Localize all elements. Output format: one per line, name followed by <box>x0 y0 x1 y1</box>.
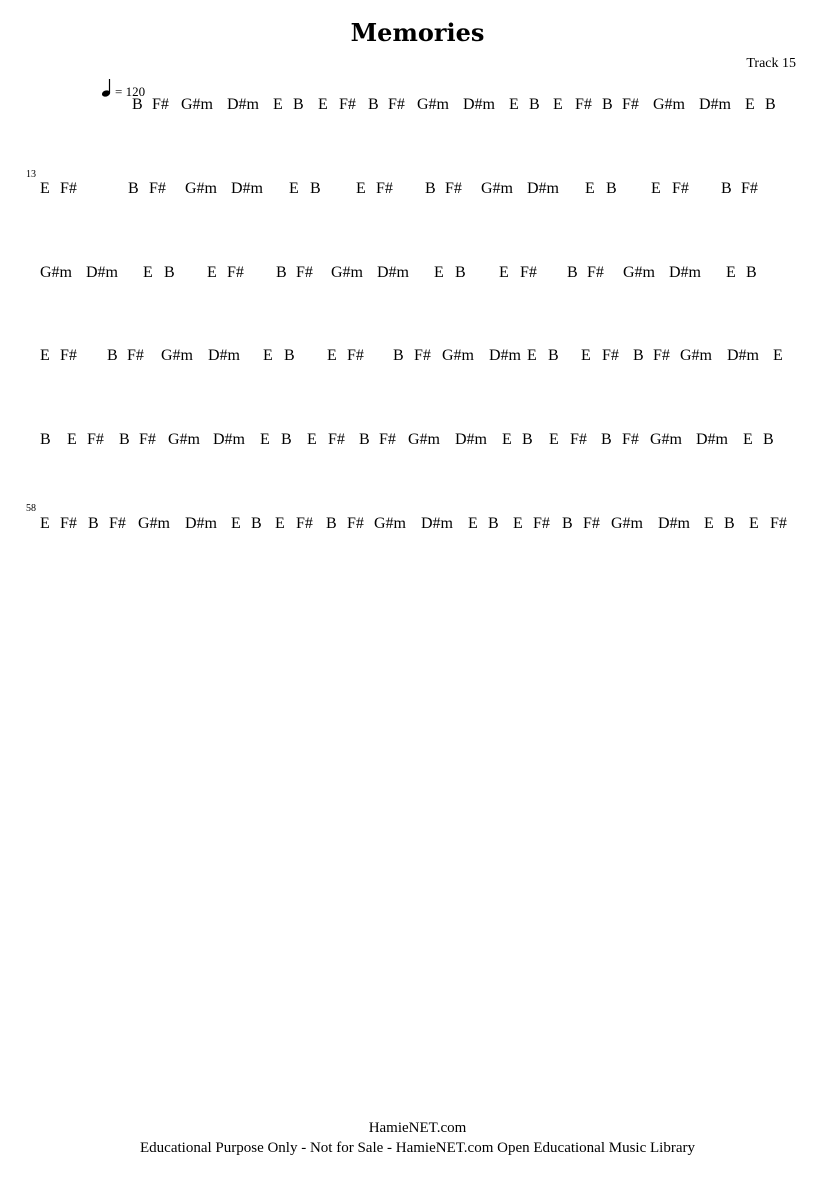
chord-symbol: F# <box>587 264 604 281</box>
chord-symbol: F# <box>139 431 156 448</box>
chord-symbol: F# <box>152 96 169 113</box>
chord-symbol: E <box>289 180 299 197</box>
chord-symbol: B <box>548 347 559 364</box>
tempo-label: = 120 <box>115 84 146 99</box>
chord-symbol: F# <box>87 431 104 448</box>
chord-symbol: G#m <box>417 96 449 113</box>
chord-symbol: F# <box>672 180 689 197</box>
chord-symbol: F# <box>296 264 313 281</box>
chord-symbol: F# <box>227 264 244 281</box>
chord-symbol: E <box>273 96 283 113</box>
chord-symbol: D#m <box>377 264 409 281</box>
chord-symbol: D#m <box>231 180 263 197</box>
chord-symbol: E <box>275 515 285 532</box>
measure-number: 13 <box>26 169 36 180</box>
chord-symbol: B <box>425 180 436 197</box>
chord-symbol: D#m <box>208 347 240 364</box>
chord-symbol: F# <box>376 180 393 197</box>
chord-symbol: E <box>509 96 519 113</box>
chord-symbol: F# <box>414 347 431 364</box>
chord-symbol: F# <box>347 347 364 364</box>
chord-symbol: B <box>529 96 540 113</box>
chord-symbol: E <box>260 431 270 448</box>
chord-symbol: E <box>726 264 736 281</box>
chord-symbol: F# <box>622 431 639 448</box>
chord-symbol: F# <box>60 347 77 364</box>
chord-symbol: E <box>67 431 77 448</box>
chord-symbol: F# <box>575 96 592 113</box>
chord-symbol: E <box>263 347 273 364</box>
chord-symbol: B <box>132 96 143 113</box>
chord-symbol: E <box>745 96 755 113</box>
chord-symbol: F# <box>149 180 166 197</box>
chord-symbol: B <box>746 264 757 281</box>
chord-symbol: B <box>128 180 139 197</box>
chord-symbol: E <box>553 96 563 113</box>
chord-symbol: D#m <box>658 515 690 532</box>
chord-symbol: B <box>602 96 613 113</box>
chord-symbol: E <box>502 431 512 448</box>
chord-symbol: F# <box>127 347 144 364</box>
chord-symbol: F# <box>520 264 537 281</box>
chord-symbol: E <box>527 347 537 364</box>
chord-symbol: D#m <box>185 515 217 532</box>
chord-symbol: B <box>522 431 533 448</box>
chord-symbol: G#m <box>623 264 655 281</box>
chord-symbol: E <box>318 96 328 113</box>
chord-symbol: E <box>749 515 759 532</box>
chord-symbol: E <box>434 264 444 281</box>
footer-site: HamieNET.com <box>368 1120 467 1136</box>
chord-symbol: E <box>327 347 337 364</box>
chord-symbol: F# <box>770 515 787 532</box>
chord-symbol: E <box>231 515 241 532</box>
chord-symbol: E <box>40 347 50 364</box>
chord-symbol: B <box>281 431 292 448</box>
chord-symbol: E <box>581 347 591 364</box>
chord-symbol: B <box>393 347 404 364</box>
chord-symbol: F# <box>109 515 126 532</box>
chord-symbol: F# <box>339 96 356 113</box>
chord-symbol: F# <box>60 515 77 532</box>
chord-symbol: B <box>368 96 379 113</box>
chord-symbol: F# <box>622 96 639 113</box>
chord-symbol: F# <box>653 347 670 364</box>
chord-symbol: B <box>251 515 262 532</box>
chord-symbol: D#m <box>696 431 728 448</box>
chord-symbol: B <box>633 347 644 364</box>
chord-symbol: F# <box>533 515 550 532</box>
chord-symbol: E <box>651 180 661 197</box>
chord-symbol: G#m <box>650 431 682 448</box>
chord-symbol: E <box>499 264 509 281</box>
chord-symbol: F# <box>328 431 345 448</box>
chord-symbol: D#m <box>455 431 487 448</box>
quarter-note-icon <box>100 78 114 98</box>
chord-symbol: G#m <box>331 264 363 281</box>
chord-symbol: F# <box>583 515 600 532</box>
chord-symbol: G#m <box>40 264 72 281</box>
chord-symbol: E <box>307 431 317 448</box>
chord-symbol: E <box>513 515 523 532</box>
chord-symbol: D#m <box>699 96 731 113</box>
chord-symbol: E <box>704 515 714 532</box>
chord-symbol: B <box>164 264 175 281</box>
chord-symbol: E <box>207 264 217 281</box>
chord-symbol: E <box>773 347 783 364</box>
chord-symbol: G#m <box>442 347 474 364</box>
chord-symbol: B <box>119 431 130 448</box>
chord-symbol: D#m <box>213 431 245 448</box>
chord-symbol: B <box>293 96 304 113</box>
chord-symbol: F# <box>445 180 462 197</box>
measure-number: 58 <box>26 503 36 514</box>
chord-symbol: B <box>606 180 617 197</box>
chord-symbol: G#m <box>168 431 200 448</box>
chord-symbol: D#m <box>669 264 701 281</box>
chord-symbol: B <box>601 431 612 448</box>
chord-symbol: D#m <box>727 347 759 364</box>
page-title: Memories <box>350 18 485 47</box>
chord-symbol: G#m <box>181 96 213 113</box>
chord-symbol: E <box>40 515 50 532</box>
footer-notice: Educational Purpose Only - Not for Sale - HamieNET.com Open Educational Music Library <box>140 1140 695 1156</box>
chord-symbol: F# <box>379 431 396 448</box>
chord-symbol: B <box>765 96 776 113</box>
chord-symbol: G#m <box>653 96 685 113</box>
chord-symbol: D#m <box>421 515 453 532</box>
chord-symbol: B <box>455 264 466 281</box>
chord-symbol: E <box>585 180 595 197</box>
chord-symbol: F# <box>388 96 405 113</box>
chord-symbol: B <box>721 180 732 197</box>
track-subtitle: Track 15 <box>746 56 796 71</box>
chord-symbol: G#m <box>185 180 217 197</box>
chord-symbol: E <box>743 431 753 448</box>
chord-symbol: B <box>107 347 118 364</box>
chord-symbol: B <box>88 515 99 532</box>
chord-symbol: E <box>356 180 366 197</box>
chord-symbol: B <box>310 180 321 197</box>
chord-symbol: E <box>549 431 559 448</box>
chord-symbol: G#m <box>374 515 406 532</box>
chord-symbol: E <box>143 264 153 281</box>
chord-symbol: D#m <box>527 180 559 197</box>
chord-symbol: B <box>763 431 774 448</box>
chord-symbol: D#m <box>86 264 118 281</box>
chord-symbol: B <box>326 515 337 532</box>
chord-symbol: F# <box>347 515 364 532</box>
chord-symbol: D#m <box>489 347 521 364</box>
chord-symbol: G#m <box>408 431 440 448</box>
chord-symbol: G#m <box>161 347 193 364</box>
chord-symbol: G#m <box>611 515 643 532</box>
chord-symbol: B <box>562 515 573 532</box>
chord-symbol: F# <box>570 431 587 448</box>
chord-symbol: F# <box>60 180 77 197</box>
chord-symbol: F# <box>296 515 313 532</box>
chord-symbol: B <box>488 515 499 532</box>
chord-symbol: G#m <box>138 515 170 532</box>
chord-symbol: B <box>724 515 735 532</box>
chord-symbol: D#m <box>463 96 495 113</box>
chord-symbol: G#m <box>680 347 712 364</box>
chord-symbol: B <box>567 264 578 281</box>
chord-symbol: B <box>359 431 370 448</box>
chord-symbol: B <box>284 347 295 364</box>
chord-symbol: B <box>40 431 51 448</box>
chord-symbol: D#m <box>227 96 259 113</box>
chord-symbol: B <box>276 264 287 281</box>
chord-symbol: G#m <box>481 180 513 197</box>
chord-symbol: E <box>468 515 478 532</box>
chord-symbol: F# <box>602 347 619 364</box>
chord-symbol: E <box>40 180 50 197</box>
chord-symbol: F# <box>741 180 758 197</box>
